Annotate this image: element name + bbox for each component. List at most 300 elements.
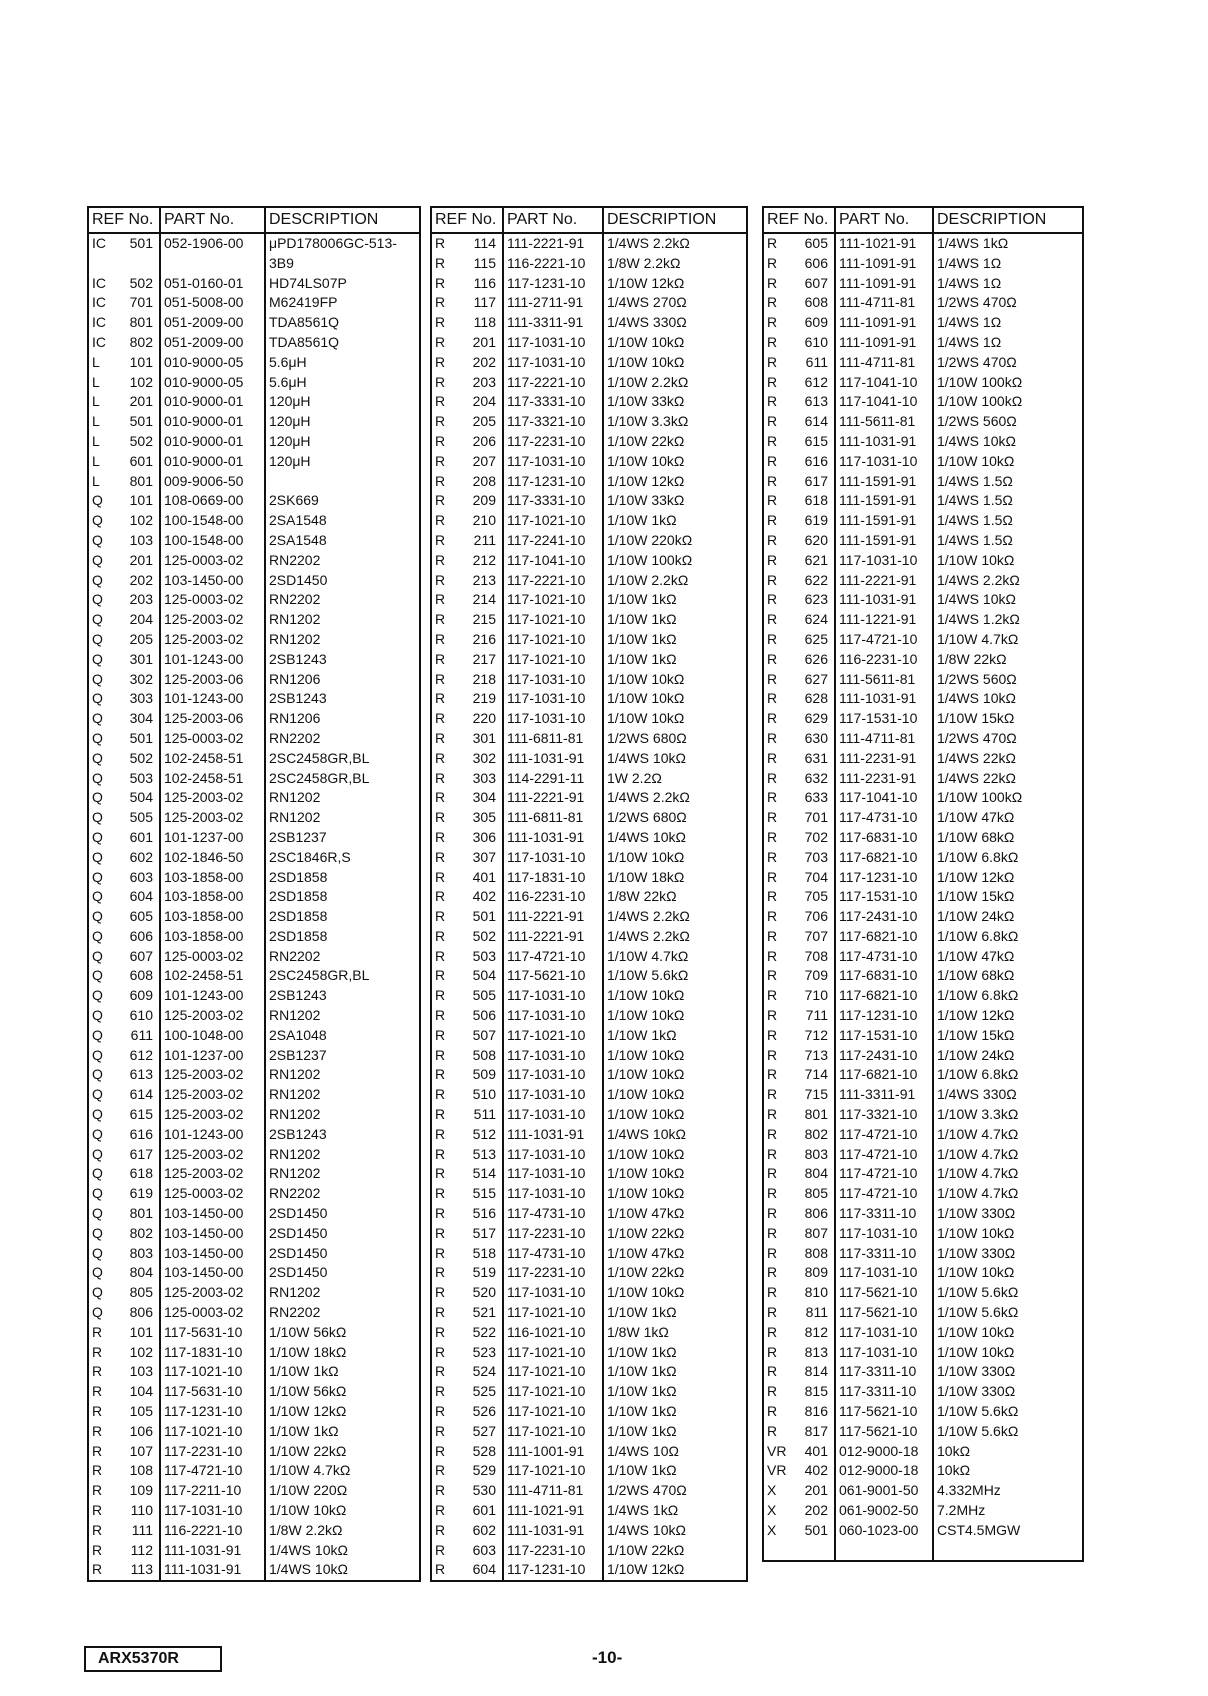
description-cell: TDA8561Q (269, 333, 340, 350)
description-cell: 1/2WS 470Ω (607, 1482, 687, 1499)
description-cell: 2SB1243 (269, 650, 327, 667)
ref-cell (432, 590, 504, 610)
ref-symbol: L (92, 472, 100, 489)
table-row (89, 1422, 419, 1442)
ref-cell (764, 729, 836, 749)
table-row (89, 808, 419, 828)
ref-number: 712 (804, 1026, 828, 1043)
page-number: -10- (592, 1648, 623, 1667)
table-row (89, 729, 419, 749)
description-cell: 1/10W 1kΩ (607, 591, 677, 608)
part-number-cell: 117-1231-10 (161, 1402, 266, 1422)
ref-cell (764, 689, 836, 709)
ref-cell (89, 1481, 161, 1501)
description-cell: 1/10W 2.2kΩ (607, 373, 689, 390)
ref-symbol: R (767, 373, 778, 390)
table-row (764, 1362, 1082, 1382)
description-cell: 4.332MHz (937, 1482, 1001, 1499)
ref-cell (764, 1145, 836, 1165)
description-cell: 1/2WS 470Ω (937, 729, 1017, 746)
description-cell: 1/10W 5.6kΩ (607, 967, 689, 984)
ref-number: 803 (804, 1145, 828, 1162)
ref-number: 811 (805, 1304, 828, 1321)
ref-cell (764, 1362, 836, 1382)
part-number-cell (161, 254, 266, 274)
ref-symbol: R (435, 1482, 446, 1499)
table-row (89, 630, 419, 650)
ref-cell (89, 254, 161, 274)
ref-number: 801 (804, 1106, 828, 1123)
table-row (432, 452, 746, 472)
description-cell: 1/10W 22kΩ (607, 1224, 685, 1241)
ref-cell (764, 254, 836, 274)
part-number-cell: 125-2003-02 (161, 1006, 266, 1026)
ref-symbol: R (767, 710, 778, 727)
ref-number: 618 (804, 492, 828, 509)
ref-number: 704 (804, 868, 828, 885)
description-cell: 1/4WS 1Ω (937, 274, 1002, 291)
ref-number: 706 (804, 908, 828, 925)
ref-cell (89, 313, 161, 333)
part-number-cell: 125-2003-02 (161, 1065, 266, 1085)
ref-number: 624 (804, 611, 828, 628)
ref-symbol: R (92, 1383, 103, 1400)
table-row (764, 749, 1082, 769)
part-number-cell: 117-1021-10 (504, 590, 604, 610)
table-row (89, 947, 419, 967)
ref-cell (764, 650, 836, 670)
ref-number: 215 (472, 611, 496, 628)
table-row (432, 1501, 746, 1521)
ref-number: 510 (472, 1086, 496, 1103)
ref-symbol: Q (92, 670, 103, 687)
table-row (764, 887, 1082, 907)
ref-number: 117 (473, 294, 496, 311)
ref-number: 813 (804, 1343, 828, 1360)
table-row (89, 1105, 419, 1125)
ref-cell (764, 1442, 836, 1462)
description-cell: 1/10W 1kΩ (607, 1304, 677, 1321)
description-cell: 1/10W 1kΩ (607, 1462, 677, 1479)
part-number-cell: 117-1531-10 (836, 887, 934, 907)
part-number-cell: 117-2231-10 (504, 1224, 604, 1244)
ref-symbol: R (435, 314, 446, 331)
description-cell: 1/8W 1kΩ (607, 1323, 669, 1340)
part-number-cell: 010-9000-01 (161, 432, 266, 452)
table-row (432, 353, 746, 373)
description-cell: 1/10W 24kΩ (937, 908, 1015, 925)
ref-cell (89, 887, 161, 907)
ref-symbol: R (767, 1363, 778, 1380)
ref-number: 620 (804, 531, 828, 548)
part-number-cell: 117-1231-10 (504, 472, 604, 492)
ref-number: 603 (472, 1541, 496, 1558)
table-row (764, 1541, 1082, 1561)
table-row (432, 392, 746, 412)
ref-cell (764, 1204, 836, 1224)
ref-symbol: X (767, 1482, 777, 1499)
ref-cell (89, 373, 161, 393)
ref-symbol: Q (92, 531, 103, 548)
part-number-cell: 117-1031-10 (504, 848, 604, 868)
ref-number: 515 (472, 1185, 496, 1202)
description-cell: 1/10W 330Ω (937, 1363, 1016, 1380)
table-row (764, 709, 1082, 729)
table-row (432, 274, 746, 294)
part-number-cell: 117-4731-10 (504, 1244, 604, 1264)
table-row (89, 1125, 419, 1145)
ref-symbol: R (435, 1422, 446, 1439)
ref-cell (432, 1343, 504, 1363)
table-row (89, 1145, 419, 1165)
ref-number: 701 (129, 294, 153, 311)
ref-symbol: Q (92, 888, 103, 905)
ref-symbol: Q (92, 1046, 103, 1063)
part-number-cell: 117-2431-10 (836, 907, 934, 927)
part-number-cell: 117-5621-10 (504, 966, 604, 986)
table-row (432, 432, 746, 452)
table-row (764, 828, 1082, 848)
ref-symbol: R (435, 1007, 446, 1024)
table-row (432, 848, 746, 868)
description-cell: 1/10W 10kΩ (269, 1502, 347, 1518)
description-cell: 1/4WS 10kΩ (607, 749, 686, 766)
table-row (89, 1164, 419, 1184)
ref-cell (764, 511, 836, 531)
ref-cell (432, 630, 504, 650)
ref-symbol: R (435, 1106, 446, 1123)
ref-cell (764, 412, 836, 432)
ref-cell (89, 1362, 161, 1382)
description-cell: 2SC2458GR,BL (269, 749, 370, 766)
ref-number: 521 (472, 1304, 496, 1321)
part-number-cell: 100-1048-00 (161, 1026, 266, 1046)
ref-cell (764, 373, 836, 393)
part-number-cell: 100-1548-00 (161, 511, 266, 531)
ref-cell (432, 1283, 504, 1303)
part-number-cell: 117-1021-10 (504, 1026, 604, 1046)
description-cell: 1/10W 10kΩ (607, 1007, 685, 1024)
table-row (764, 531, 1082, 551)
table-row (764, 808, 1082, 828)
ref-cell (89, 432, 161, 452)
ref-cell (432, 1184, 504, 1204)
ref-symbol: R (435, 1323, 446, 1340)
ref-cell (89, 1204, 161, 1224)
part-number-cell: 103-1450-00 (161, 571, 266, 591)
ref-cell (764, 392, 836, 412)
ref-cell (432, 1501, 504, 1521)
ref-number: 619 (129, 1185, 153, 1202)
part-number-cell: 116-2221-10 (161, 1521, 266, 1541)
ref-symbol: R (767, 947, 778, 964)
ref-number: 608 (129, 967, 153, 984)
ref-cell (89, 1145, 161, 1165)
description-cell: μPD178006GC-513- (269, 235, 397, 251)
ref-symbol: L (92, 393, 100, 410)
ref-symbol: R (92, 1521, 103, 1538)
part-number-cell: 125-2003-02 (161, 1164, 266, 1184)
ref-cell (89, 1065, 161, 1085)
description-cell: 1/8W 2.2kΩ (607, 254, 681, 271)
table-row (432, 729, 746, 749)
part-number-cell (836, 1541, 934, 1561)
ref-cell (764, 1263, 836, 1283)
part-number-cell: 111-1091-91 (836, 254, 934, 274)
ref-symbol: R (767, 1007, 778, 1024)
table-row (89, 907, 419, 927)
description-cell: RN2202 (269, 1304, 321, 1321)
ref-number: 625 (804, 630, 828, 647)
ref-symbol: R (435, 551, 446, 568)
part-number-cell: 111-2221-91 (504, 927, 604, 947)
description-cell: 1/10W 1kΩ (607, 1403, 677, 1420)
ref-cell (432, 1263, 504, 1283)
ref-number: 802 (804, 1125, 828, 1142)
table-row (432, 966, 746, 986)
ref-number: 207 (472, 452, 496, 469)
part-number-cell: 116-2221-10 (504, 254, 604, 274)
description-cell: 1/4WS 1.5Ω (937, 512, 1013, 529)
ref-symbol: R (767, 908, 778, 925)
ref-cell (432, 531, 504, 551)
part-number-cell: 125-2003-02 (161, 1145, 266, 1165)
part-number-cell: 117-5621-10 (836, 1283, 934, 1303)
ref-cell (432, 907, 504, 927)
ref-symbol: IC (92, 333, 106, 350)
part-number-cell: 116-2231-10 (836, 650, 934, 670)
table-row (89, 1244, 419, 1264)
table-row (432, 373, 746, 393)
ref-cell (764, 571, 836, 591)
ref-symbol: R (767, 749, 778, 766)
part-number-cell: 117-1031-10 (504, 1065, 604, 1085)
ref-symbol: Q (92, 1284, 103, 1301)
ref-cell (432, 293, 504, 313)
part-number-cell: 117-1031-10 (836, 551, 934, 571)
part-number-cell: 100-1548-00 (161, 531, 266, 551)
description-cell: 2SB1243 (269, 1125, 327, 1142)
ref-symbol: R (435, 1264, 446, 1281)
part-number-cell: 117-4721-10 (161, 1461, 266, 1481)
table-row (89, 709, 419, 729)
ref-cell (764, 551, 836, 571)
ref-symbol: R (435, 591, 446, 608)
part-number-cell: 012-9000-18 (836, 1442, 934, 1462)
part-number-cell: 103-1858-00 (161, 927, 266, 947)
part-number-cell: 117-1031-10 (504, 1283, 604, 1303)
description-cell: 1/10W 100kΩ (607, 551, 693, 568)
ref-number: 628 (804, 690, 828, 707)
description-cell: 2SD1450 (269, 1244, 328, 1261)
part-number-cell: 117-1021-10 (504, 1422, 604, 1442)
ref-cell (432, 1303, 504, 1323)
table-row (764, 254, 1082, 274)
ref-number: 111 (131, 1521, 153, 1538)
ref-number: 710 (804, 987, 828, 1004)
ref-number: 803 (129, 1244, 153, 1261)
ref-number: 201 (472, 333, 496, 350)
ref-symbol: R (767, 1185, 778, 1202)
ref-symbol: Q (92, 809, 103, 826)
table-row (89, 293, 419, 313)
table-row (764, 1461, 1082, 1481)
table-row (432, 571, 746, 591)
ref-number: 601 (129, 452, 153, 469)
description-cell: 1/10W 10kΩ (607, 452, 685, 469)
ref-symbol: R (435, 254, 446, 271)
part-number-cell: 117-1041-10 (504, 551, 604, 571)
ref-cell (89, 293, 161, 313)
ref-number: 711 (805, 1007, 828, 1024)
ref-symbol: IC (92, 314, 106, 331)
ref-symbol: L (92, 432, 100, 449)
part-number-cell: 117-1031-10 (836, 452, 934, 472)
ref-symbol: R (767, 611, 778, 628)
ref-symbol: R (435, 987, 446, 1004)
part-number-cell: 103-1450-00 (161, 1224, 266, 1244)
ref-number: 115 (473, 254, 496, 271)
ref-number: 807 (804, 1224, 828, 1241)
ref-number: 102 (129, 1343, 153, 1360)
ref-symbol: R (435, 967, 446, 984)
ref-cell (432, 887, 504, 907)
ref-cell (764, 1224, 836, 1244)
ref-cell (89, 610, 161, 630)
table-row (89, 452, 419, 472)
ref-cell (89, 1541, 161, 1561)
ref-symbol: R (767, 1224, 778, 1241)
table-row (432, 1541, 746, 1561)
ref-cell (764, 1046, 836, 1066)
table-row (764, 907, 1082, 927)
ref-symbol: R (767, 472, 778, 489)
ref-symbol: R (435, 1205, 446, 1222)
table-row (764, 472, 1082, 492)
ref-number: 802 (129, 1224, 153, 1241)
table-row (764, 1224, 1082, 1244)
ref-symbol: R (435, 1066, 446, 1083)
ref-symbol: R (435, 1462, 446, 1479)
ref-symbol: R (767, 1323, 778, 1340)
ref-cell (89, 986, 161, 1006)
ref-symbol: R (435, 294, 446, 311)
ref-symbol: R (767, 333, 778, 350)
table-row (89, 373, 419, 393)
ref-cell (432, 333, 504, 353)
ref-cell (89, 689, 161, 709)
ref-symbol: R (767, 987, 778, 1004)
description-cell: 1/10W 47kΩ (607, 1244, 685, 1261)
table-row (432, 986, 746, 1006)
description-cell: 1/10W 10kΩ (607, 353, 685, 370)
ref-cell (89, 392, 161, 412)
table-row (432, 1521, 746, 1541)
table-row (764, 1481, 1082, 1501)
ref-number: 101 (129, 492, 153, 509)
ref-number: 612 (129, 1046, 153, 1063)
description-cell: 1/10W 47kΩ (607, 1205, 685, 1222)
table-row (432, 1105, 746, 1125)
description-cell: 1/10W 22kΩ (607, 1264, 685, 1281)
table-row (89, 1541, 419, 1561)
table-row (764, 274, 1082, 294)
part-number-cell: 117-3311-10 (836, 1204, 934, 1224)
table-row (89, 966, 419, 986)
ref-symbol: R (767, 393, 778, 410)
description-cell: 1/10W 330Ω (937, 1383, 1016, 1400)
description-cell: 1/10W 6.8kΩ (937, 1066, 1019, 1083)
description-cell: 1/4WS 10kΩ (937, 690, 1016, 707)
table-row (764, 353, 1082, 373)
ref-number: 629 (804, 710, 828, 727)
part-number-cell: 111-1221-91 (836, 610, 934, 630)
ref-number: 508 (472, 1046, 496, 1063)
ref-symbol: R (435, 769, 446, 786)
ref-cell (764, 1125, 836, 1145)
ref-symbol: R (92, 1502, 103, 1518)
ref-number: 203 (129, 591, 153, 608)
table-row (432, 1283, 746, 1303)
ref-number (117, 254, 157, 274)
ref-number: 302 (129, 670, 153, 687)
ref-number: 607 (129, 947, 153, 964)
ref-cell (764, 1323, 836, 1343)
ref-cell (89, 1461, 161, 1481)
table-row (764, 1026, 1082, 1046)
header-ref: REF No. (764, 208, 836, 232)
table-row (764, 1323, 1082, 1343)
ref-number: 212 (472, 551, 496, 568)
part-number-cell: 117-1041-10 (836, 373, 934, 393)
ref-symbol: L (92, 452, 100, 469)
part-number-cell: 111-2231-91 (836, 769, 934, 789)
table-row (432, 1204, 746, 1224)
part-number-cell: 117-1021-10 (504, 1343, 604, 1363)
table-row (764, 452, 1082, 472)
ref-number: 701 (804, 809, 828, 826)
ref-cell (89, 452, 161, 472)
table-row (764, 689, 1082, 709)
ref-symbol: R (92, 1541, 103, 1558)
ref-symbol: R (435, 908, 446, 925)
part-number-cell: 125-0003-02 (161, 1303, 266, 1323)
part-number-cell: 051-0160-01 (161, 274, 266, 294)
ref-number: 301 (472, 729, 496, 746)
ref-cell (432, 848, 504, 868)
part-number-cell: 101-1243-00 (161, 1125, 266, 1145)
ref-symbol: R (767, 1046, 778, 1063)
description-cell: 1/10W 12kΩ (937, 1007, 1015, 1024)
description-cell: 1/2WS 560Ω (937, 413, 1017, 430)
part-number-cell: 111-1591-91 (836, 531, 934, 551)
description-cell: 1/4WS 1Ω (937, 254, 1002, 271)
part-number-cell: 125-2003-02 (161, 1105, 266, 1125)
ref-symbol (764, 1541, 792, 1561)
description-cell: 2SD1450 (269, 1264, 328, 1281)
ref-number: 116 (473, 274, 496, 291)
ref-cell (432, 808, 504, 828)
ref-symbol: R (767, 1343, 778, 1360)
part-number-cell: 125-0003-02 (161, 551, 266, 571)
description-cell: 2SD1858 (269, 888, 328, 905)
ref-cell (432, 234, 504, 254)
ref-number: 806 (129, 1304, 153, 1321)
ref-number: 617 (804, 472, 828, 489)
table-row (432, 630, 746, 650)
part-number-cell: 102-2458-51 (161, 749, 266, 769)
table-row (764, 1244, 1082, 1264)
